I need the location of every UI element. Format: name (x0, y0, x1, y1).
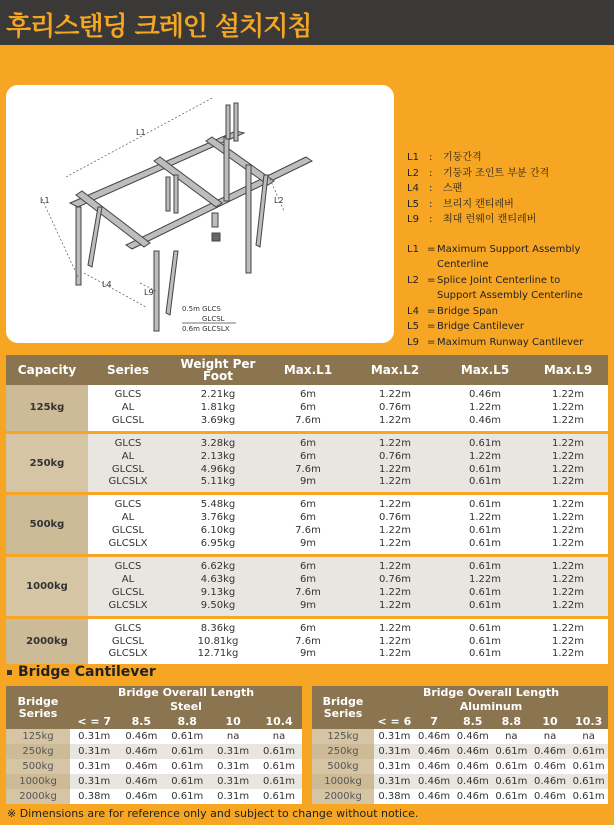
l1-cell (268, 555, 348, 617)
legend-val: Maximum Support Assembly Centerline (437, 243, 581, 270)
capacity-cell: 250kg (312, 744, 374, 759)
legend-sep: = (427, 336, 436, 348)
l2-values: 1.22m 0.76m 1.22m (378, 389, 411, 426)
note-3: 0.6m GLCSLX (182, 325, 230, 333)
capacity-group-row (6, 494, 608, 556)
hoist-hook (212, 233, 220, 241)
dim-line-l1-top (66, 97, 214, 177)
weight-values: 2.21kg 1.81kg 3.69kg (200, 389, 236, 426)
series-values: GLCS AL GLCSL GLCSLX (108, 499, 148, 550)
festoon-3 (166, 177, 170, 211)
legend-sep: = (427, 274, 436, 286)
cantilever-value-cell: 0.31m (210, 744, 256, 759)
cantilever-value-cell: 0.46m (415, 759, 454, 774)
legend-sep: : (429, 214, 433, 225)
l2-values: 1.22m 0.76m 1.22m 1.22m (378, 499, 411, 550)
cantilever-value-cell: 0.46m (531, 774, 570, 789)
legend-key: L5 (407, 321, 419, 332)
legend-key: L1 (407, 152, 419, 163)
legend-sep: : (429, 198, 433, 210)
legend-key: L9 (407, 214, 419, 225)
legend-key: L2 (407, 274, 419, 286)
cantilever-value-cell: 0.61m (164, 744, 210, 759)
l1-values: 6m 6m 7.6m 9m (295, 437, 321, 488)
aluminum-table-row (312, 789, 608, 804)
col-header-max-l2: Max.L2 (348, 355, 442, 385)
legend-key: L4 (407, 183, 419, 194)
cantilever-value-cell: 0.46m (118, 789, 164, 804)
crane-diagram (6, 85, 394, 343)
steel-series-header: Bridge Series (6, 686, 70, 729)
cantilever-value-cell: 0.46m (118, 729, 164, 744)
festoon-4 (174, 175, 178, 213)
l9-values: 1.22m 1.22m 1.22m 1.22m (551, 560, 584, 611)
capacity-cell: 1000kg (6, 555, 88, 617)
brace-1 (88, 207, 102, 267)
aluminum-table-row (312, 759, 608, 774)
legend-sep: = (427, 321, 436, 332)
l1-values: 6m 7.6m 9m (295, 622, 321, 660)
capacity-cell: 500kg (312, 759, 374, 774)
page-header (0, 0, 614, 45)
cantilever-value-cell: na (210, 729, 256, 744)
legend-val: Maximum Runway Cantilever (437, 336, 584, 348)
dim-line-l1-side (42, 199, 78, 277)
cantilever-value-cell: na (256, 729, 302, 744)
label-l1-side: L1 (40, 196, 50, 205)
capacity-cell: 2000kg (6, 789, 70, 804)
series-values: GLCS GLCSL GLCSLX (108, 622, 148, 660)
bridge-beam-2 (154, 157, 222, 207)
cantilever-value-cell: 0.61m (256, 789, 302, 804)
l5-cell (442, 617, 528, 666)
steel-col-header: 8.8 (164, 714, 210, 729)
aluminum-col-header: 10 (531, 714, 570, 729)
cantilever-value-cell: 0.61m (164, 729, 210, 744)
l1-values: 6m 6m 7.6m 9m (295, 499, 321, 550)
cantilever-value-cell: 0.61m (569, 759, 608, 774)
legend-key: L5 (407, 198, 419, 210)
crane-illustration (6, 85, 394, 343)
legend-key: L2 (407, 167, 419, 179)
legend-ko-row (407, 150, 607, 166)
l2-values: 1.22m 1.22m 1.22m (378, 622, 411, 660)
steel-table-row (6, 759, 302, 774)
legend-val: Bridge Span (437, 305, 498, 317)
l5-cell (442, 432, 528, 494)
col-header-weight: Weight Per Foot (168, 355, 268, 385)
column-3 (224, 137, 229, 201)
capacity-cell: 125kg (312, 729, 374, 744)
steel-col-header: < = 7 (70, 714, 118, 729)
cantilever-value-cell: 0.46m (118, 744, 164, 759)
cantilever-section-title (7, 664, 156, 680)
brace-2 (166, 251, 178, 315)
l5-values: 0.61m 1.22m 0.61m 0.61m (468, 499, 501, 550)
legend-val: Splice Joint Centerline to Support Assembly Centerline (437, 274, 583, 301)
weight-values: 8.36kg 10.81kg 12.71kg (197, 622, 239, 660)
cantilever-value-cell: 0.31m (70, 759, 118, 774)
l2-values: 1.22m 0.76m 1.22m 1.22m (378, 560, 411, 611)
l9-cell (528, 494, 608, 556)
steel-table-row (6, 729, 302, 744)
l2-cell (348, 494, 442, 556)
legend-ko-row (407, 166, 607, 182)
column-1 (76, 207, 81, 285)
cantilever-value-cell: 0.31m (210, 759, 256, 774)
cantilever-value-cell: 0.46m (118, 774, 164, 789)
aluminum-length-header: Bridge Overall Length (374, 686, 608, 699)
legend (407, 150, 607, 350)
legend-key: L9 (407, 336, 419, 348)
cantilever-value-cell: 0.61m (492, 774, 531, 789)
legend-en-row (407, 319, 607, 335)
l5-cell (442, 555, 528, 617)
aluminum-col-header: 7 (415, 714, 454, 729)
series-cell (88, 432, 168, 494)
cantilever-value-cell: na (531, 729, 570, 744)
aluminum-cantilever-table (312, 686, 608, 804)
weight-cell (168, 494, 268, 556)
l5-cell (442, 494, 528, 556)
l5-cell (442, 385, 528, 432)
aluminum-col-header: 8.8 (492, 714, 531, 729)
steel-length-header: Bridge Overall Length (70, 686, 302, 699)
legend-sep: = (427, 305, 436, 317)
series-values: GLCS AL GLCSL (111, 389, 145, 426)
capacity-group-row (6, 555, 608, 617)
l1-values: 6m 6m 7.6m 9m (295, 560, 321, 611)
label-l1-top: L1 (136, 128, 146, 137)
capacity-group-row (6, 432, 608, 494)
capacity-cell: 125kg (6, 385, 88, 432)
l9-values: 1.22m 1.22m 1.22m (551, 389, 584, 426)
l5-values: 0.61m 1.22m 0.61m 0.61m (468, 437, 501, 488)
cantilever-value-cell: 0.61m (256, 774, 302, 789)
l9-cell (528, 555, 608, 617)
cantilever-value-cell: 0.31m (210, 789, 256, 804)
page-title: 후리스탠딩 크레인 설치지침 (6, 12, 312, 42)
aluminum-table-row (312, 774, 608, 789)
legend-val: 브리지 캔티레버 (443, 198, 514, 210)
dim-line-l2 (270, 179, 284, 211)
l9-cell (528, 385, 608, 432)
steel-col-header: 8.5 (118, 714, 164, 729)
cantilever-value-cell: 0.46m (415, 789, 454, 804)
steel-col-header: 10.4 (256, 714, 302, 729)
cantilever-value-cell: 0.46m (531, 744, 570, 759)
l5-values: 0.61m 1.22m 0.61m 0.61m (468, 560, 501, 611)
capacity-cell: 1000kg (312, 774, 374, 789)
cantilever-value-cell: 0.31m (210, 774, 256, 789)
col-header-series: Series (88, 355, 168, 385)
label-l9: L9 (144, 288, 154, 297)
cantilever-value-cell: 0.46m (453, 729, 492, 744)
capacity-cell: 1000kg (6, 774, 70, 789)
cantilever-value-cell: 0.31m (374, 774, 415, 789)
cantilever-value-cell: 0.61m (492, 789, 531, 804)
cantilever-value-cell: 0.61m (492, 759, 531, 774)
cantilever-value-cell: 0.46m (531, 759, 570, 774)
column-2 (154, 251, 159, 331)
cantilever-value-cell: 0.31m (70, 744, 118, 759)
series-cell (88, 617, 168, 666)
legend-val: 기둥과 조인트 부분 간격 (443, 167, 550, 179)
capacity-table-header (6, 355, 608, 385)
series-cell (88, 385, 168, 432)
capacity-cell: 2000kg (312, 789, 374, 804)
l2-values: 1.22m 0.76m 1.22m 1.22m (378, 437, 411, 488)
cantilever-value-cell: 0.61m (569, 774, 608, 789)
steel-material-header: Steel (70, 699, 302, 713)
aluminum-col-header: 8.5 (453, 714, 492, 729)
capacity-table (6, 355, 608, 667)
cantilever-value-cell: 0.46m (453, 774, 492, 789)
col-header-max-l5: Max.L5 (442, 355, 528, 385)
dim-line-l4 (84, 273, 146, 307)
l2-cell (348, 432, 442, 494)
cantilever-value-cell: 0.31m (374, 729, 415, 744)
cantilever-title-text: Bridge Cantilever (18, 664, 156, 680)
l2-cell (348, 385, 442, 432)
cantilever-value-cell: 0.46m (453, 759, 492, 774)
label-l4: L4 (102, 280, 112, 289)
l5-values: 0.46m 1.22m 0.46m (468, 389, 501, 426)
cantilever-value-cell: na (569, 729, 608, 744)
weight-cell (168, 555, 268, 617)
legend-val: 스팬 (443, 183, 463, 194)
legend-ko-row (407, 212, 607, 228)
col-header-max-l9: Max.L9 (528, 355, 608, 385)
weight-cell (168, 385, 268, 432)
capacity-cell: 250kg (6, 432, 88, 494)
l9-cell (528, 617, 608, 666)
legend-val: Bridge Cantilever (437, 321, 525, 332)
capacity-cell: 2000kg (6, 617, 88, 666)
legend-key: L1 (407, 243, 419, 255)
note-1: 0.5m GLCS (182, 305, 221, 313)
capacity-group-row (6, 385, 608, 432)
l2-cell (348, 617, 442, 666)
festoon-1 (226, 105, 230, 139)
cantilever-value-cell: 0.31m (374, 744, 415, 759)
capacity-cell: 125kg (6, 729, 70, 744)
col-header-capacity: Capacity (6, 355, 88, 385)
note-2: GLCSL (202, 315, 225, 323)
l9-cell (528, 432, 608, 494)
legend-ko-row (407, 181, 607, 197)
legend-sep: : (429, 152, 433, 163)
cantilever-value-cell: 0.46m (118, 759, 164, 774)
aluminum-series-header: Bridge Series (312, 686, 374, 729)
weight-values: 6.62kg 4.63kg 9.13kg 9.50kg (200, 560, 236, 611)
l9-values: 1.22m 1.22m 1.22m 1.22m (551, 499, 584, 550)
l1-cell (268, 432, 348, 494)
cantilever-value-cell: 0.61m (256, 744, 302, 759)
hoist (212, 213, 218, 227)
aluminum-table-row (312, 744, 608, 759)
cantilever-value-cell: 0.46m (415, 774, 454, 789)
legend-ko-row (407, 197, 607, 213)
steel-cantilever-table (6, 686, 302, 804)
aluminum-col-header: < = 6 (374, 714, 415, 729)
cantilever-value-cell: 0.61m (256, 759, 302, 774)
cantilever-value-cell: 0.46m (531, 789, 570, 804)
l9-values: 1.22m 1.22m 1.22m 1.22m (551, 437, 584, 488)
l9-values: 1.22m 1.22m 1.22m (551, 622, 584, 660)
cantilever-value-cell: 0.61m (569, 744, 608, 759)
l1-values: 6m 6m 7.6m (295, 389, 321, 426)
cantilever-value-cell: 0.46m (453, 744, 492, 759)
cantilever-value-cell: na (492, 729, 531, 744)
bullet-icon (7, 670, 12, 675)
legend-sep: : (429, 167, 433, 179)
cantilever-value-cell: 0.61m (492, 744, 531, 759)
capacity-group-row (6, 617, 608, 666)
cantilever-value-cell: 0.38m (374, 789, 415, 804)
capacity-cell: 500kg (6, 759, 70, 774)
weight-values: 5.48kg 3.76kg 6.10kg 6.95kg (200, 499, 236, 550)
legend-val: 기둥간격 (443, 152, 482, 163)
cantilever-value-cell: 0.31m (374, 759, 415, 774)
aluminum-table-row (312, 729, 608, 744)
weight-cell (168, 432, 268, 494)
cantilever-value-cell: 0.61m (569, 789, 608, 804)
capacity-cell: 250kg (6, 744, 70, 759)
l2-cell (348, 555, 442, 617)
cantilever-value-cell: 0.61m (164, 789, 210, 804)
series-values: GLCS AL GLCSL GLCSLX (108, 560, 148, 611)
legend-val: 최대 런웨이 캔티레버 (443, 214, 537, 225)
l1-cell (268, 494, 348, 556)
series-cell (88, 494, 168, 556)
cantilever-value-cell: 0.31m (70, 729, 118, 744)
legend-en-row (407, 242, 607, 273)
capacity-cell: 500kg (6, 494, 88, 556)
cantilever-value-cell: 0.61m (164, 759, 210, 774)
cantilever-value-cell: 0.46m (415, 729, 454, 744)
aluminum-material-header: Aluminum (374, 699, 608, 713)
cantilever-value-cell: 0.31m (70, 774, 118, 789)
weight-cell (168, 617, 268, 666)
steel-table-row (6, 789, 302, 804)
cantilever-value-cell: 0.46m (453, 789, 492, 804)
legend-en-row (407, 273, 607, 304)
legend-key: L4 (407, 305, 419, 317)
l1-cell (268, 385, 348, 432)
aluminum-col-header: 10.3 (569, 714, 608, 729)
steel-col-header: 10 (210, 714, 256, 729)
steel-table-row (6, 744, 302, 759)
legend-sep: = (427, 243, 436, 255)
festoon-2 (234, 103, 238, 141)
steel-table-row (6, 774, 302, 789)
cantilever-value-cell: 0.46m (415, 744, 454, 759)
bridge-beam-1 (76, 191, 150, 247)
col-header-max-l1: Max.L1 (268, 355, 348, 385)
legend-en-row (407, 335, 607, 351)
column-4 (246, 165, 251, 273)
cantilever-value-cell: 0.61m (164, 774, 210, 789)
l5-values: 0.61m 0.61m 0.61m (468, 622, 501, 660)
l1-cell (268, 617, 348, 666)
weight-values: 3.28kg 2.13kg 4.96kg 5.11kg (200, 437, 236, 488)
cantilever-value-cell: 0.38m (70, 789, 118, 804)
label-l2: L2 (274, 196, 284, 205)
series-cell (88, 555, 168, 617)
footnote: ※ Dimensions are for reference only and subject to change without notice. (7, 807, 419, 820)
legend-en-row (407, 304, 607, 320)
legend-sep: : (429, 183, 433, 194)
series-values: GLCS AL GLCSL GLCSLX (108, 437, 148, 488)
